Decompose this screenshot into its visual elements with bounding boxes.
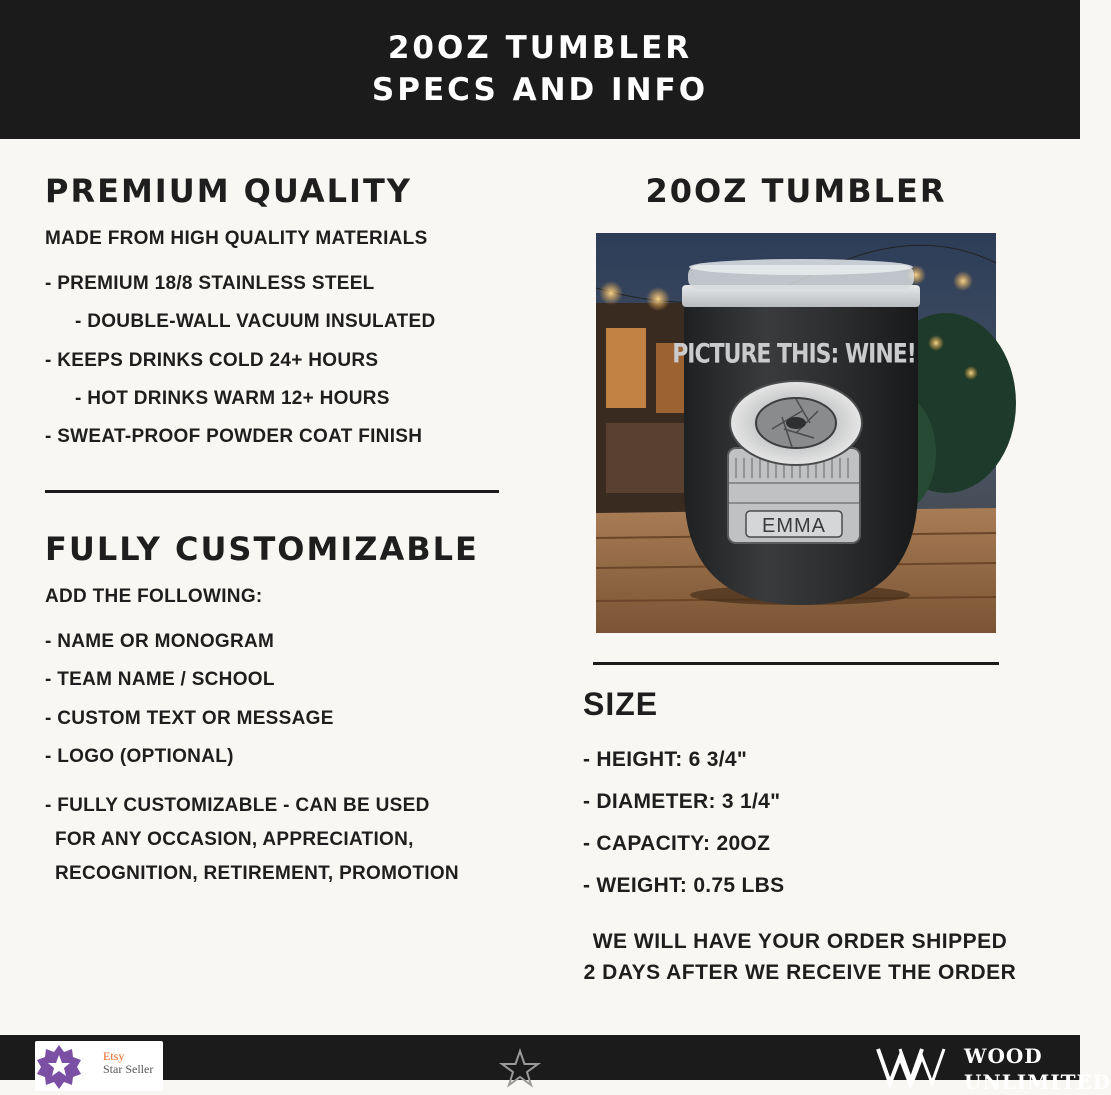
size-heading: SIZE xyxy=(583,686,659,722)
product-heading: 20OZ TUMBLER xyxy=(645,172,947,210)
size-item-height: - HEIGHT: 6 3/4" xyxy=(583,748,748,771)
custom-item: - NAME OR MONOGRAM xyxy=(45,631,275,652)
star-icon xyxy=(500,1049,540,1089)
custom-item: - TEAM NAME / SCHOOL xyxy=(45,669,275,690)
etsy-label: Etsy xyxy=(103,1049,125,1063)
product-photo xyxy=(596,233,996,633)
size-item-weight: - WEIGHT: 0.75 LBS xyxy=(583,874,785,897)
brand-line2: UNLIMITED xyxy=(964,1070,1111,1094)
size-item-capacity: - CAPACITY: 20OZ xyxy=(583,832,771,855)
shipping-line1: WE WILL HAVE YOUR ORDER SHIPPED xyxy=(592,930,1008,953)
customizable-heading: FULLY CUSTOMIZABLE xyxy=(45,530,479,568)
quality-item: - HOT DRINKS WARM 12+ HOURS xyxy=(75,388,390,409)
quality-item: - DOUBLE-WALL VACUUM INSULATED xyxy=(75,311,436,332)
brand-line1: WOOD xyxy=(964,1044,1043,1068)
quality-item: - KEEPS DRINKS COLD 24+ HOURS xyxy=(45,350,379,371)
quality-intro: MADE FROM HIGH QUALITY MATERIALS xyxy=(45,228,428,249)
custom-intro: ADD THE FOLLOWING: xyxy=(45,586,263,607)
etsy-star-seller-badge xyxy=(35,1041,163,1091)
section-divider xyxy=(45,490,499,493)
custom-note-line: RECOGNITION, RETIREMENT, PROMOTION xyxy=(55,863,459,884)
footer-bar xyxy=(0,1035,1111,1094)
star-seller-label: Star Seller xyxy=(103,1062,154,1076)
top-banner xyxy=(0,0,1080,139)
custom-item: - LOGO (OPTIONAL) xyxy=(45,746,234,767)
banner-title-line2: SPECS AND INFO xyxy=(371,72,709,108)
svg-text:PICTURE THIS: WINE!: PICTURE THIS: WINE! xyxy=(672,337,916,370)
size-item-diameter: - DIAMETER: 3 1/4" xyxy=(583,790,781,813)
star-badge-icon xyxy=(37,1045,81,1089)
custom-item: - CUSTOM TEXT OR MESSAGE xyxy=(45,708,334,729)
wood-unlimited-logo-icon xyxy=(876,1043,946,1087)
brand-name xyxy=(964,1043,1111,1095)
custom-note-line: FOR ANY OCCASION, APPRECIATION, xyxy=(55,829,414,850)
quality-item: - SWEAT-PROOF POWDER COAT FINISH xyxy=(45,426,423,447)
svg-text:EMMA: EMMA xyxy=(762,515,826,537)
custom-note-line: - FULLY CUSTOMIZABLE - CAN BE USED xyxy=(45,795,430,816)
size-divider xyxy=(593,662,999,665)
premium-quality-heading: PREMIUM QUALITY xyxy=(45,172,412,210)
quality-item: - PREMIUM 18/8 STAINLESS STEEL xyxy=(45,273,375,294)
banner-title-line1: 20OZ TUMBLER xyxy=(387,30,693,66)
shipping-line2: 2 DAYS AFTER WE RECEIVE THE ORDER xyxy=(583,961,1017,984)
